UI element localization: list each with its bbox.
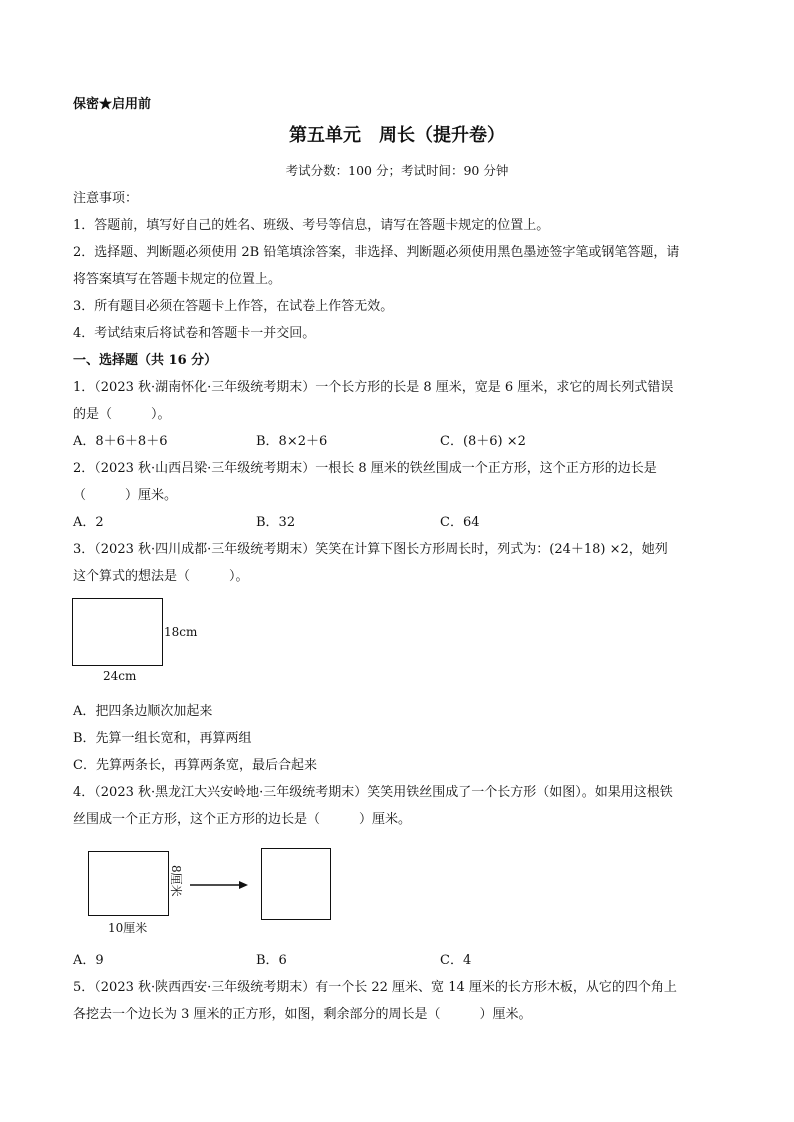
- question-4-text: 4．（2023 秋·黑龙江大兴安岭地·三年级统考期末）笑笑用铁丝围成了一个长方形（如图）。如果用这根铁: [73, 785, 673, 800]
- page-title: 第五单元 周长（提升卷）: [289, 125, 505, 146]
- question-2-text: 2．（2023 秋·山西吕梁·三年级统考期末）一根长 8 厘米的铁丝围成一个正方形，这个正方形的边长是: [73, 461, 657, 476]
- q4-option-a[interactable]: A．9: [73, 953, 104, 968]
- question-1-text: 1．（2023 秋·湖南怀化·三年级统考期末）一个长方形的长是 8 厘米，宽是 6 厘米，求它的周长列式错误: [73, 380, 674, 395]
- question-1-text: 的是（ ）。: [73, 407, 171, 422]
- q1-option-b[interactable]: B．8×2＋6: [256, 434, 328, 449]
- q3-option-c[interactable]: C．先算两条长，再算两条宽，最后合起来: [73, 758, 317, 773]
- notice-item: 2．选择题、判断题必须使用 2B 铅笔填涂答案，非选择、判断题必须使用黑色墨迹签字笔或钢笔答题，请: [73, 245, 680, 260]
- q4-square: [262, 849, 331, 920]
- q2-option-a[interactable]: A．2: [73, 515, 104, 530]
- q3-rectangle: [73, 599, 163, 666]
- notice-item: 4．考试结束后将试卷和答题卡一并交回。: [73, 326, 316, 341]
- question-3-text: 3．（2023 秋·四川成都·三年级统考期末）笑笑在计算下图长方形周长时，列式为：(24＋18) ×2，她列: [73, 542, 668, 557]
- question-2-text: （ ）厘米。: [73, 488, 178, 503]
- q1-option-c[interactable]: C．(8＋6) ×2: [440, 434, 526, 449]
- q4-height-label: 8厘米: [169, 865, 183, 897]
- question-5-text: 各挖去一个边长为 3 厘米的正方形，如图，剩余部分的周长是（ ）厘米。: [73, 1007, 532, 1022]
- q3-width-label: 24cm: [103, 669, 137, 683]
- question-3-text: 这个算式的想法是（ ）。: [73, 569, 249, 584]
- q2-option-b[interactable]: B．32: [256, 515, 296, 530]
- q3-option-a[interactable]: A．把四条边顺次加起来: [73, 704, 213, 719]
- notice-heading: 注意事项：: [73, 191, 139, 206]
- q3-rectangle-figure: [72, 598, 212, 686]
- notice-item: 3．所有题目必须在答题卡上作答，在试卷上作答无效。: [73, 299, 394, 314]
- question-5-text: 5．（2023 秋·陕西西安·三年级统考期末）有一个长 22 厘米、宽 14 厘米的长方形木板，从它的四个角上: [73, 980, 677, 995]
- q4-width-label: 10厘米: [108, 921, 148, 935]
- q4-rectangle: [89, 852, 169, 916]
- notice-item: 将答案填写在答题卡规定的位置上。: [73, 272, 282, 287]
- notice-item: 1．答题前，填写好自己的姓名、班级、考号等信息，请写在答题卡规定的位置上。: [73, 218, 550, 233]
- exam-info: 考试分数：100 分；考试时间：90 分钟: [285, 163, 509, 178]
- arrow-head-icon: [239, 881, 248, 889]
- q2-option-c[interactable]: C．64: [440, 515, 480, 530]
- q1-option-a[interactable]: A．8＋6＋8＋6: [73, 434, 168, 449]
- q4-option-c[interactable]: C．4: [440, 953, 472, 968]
- question-4-text: 丝围成一个正方形，这个正方形的边长是（ ）厘米。: [73, 812, 412, 827]
- confidential-mark: 保密★启用前: [73, 97, 152, 112]
- q3-option-b[interactable]: B．先算一组长宽和，再算两组: [73, 731, 252, 746]
- section-heading: 一、选择题（共 16 分）: [73, 353, 218, 368]
- q3-height-label: 18cm: [164, 625, 198, 639]
- q4-option-b[interactable]: B．6: [256, 953, 287, 968]
- q4-figure: [88, 848, 338, 940]
